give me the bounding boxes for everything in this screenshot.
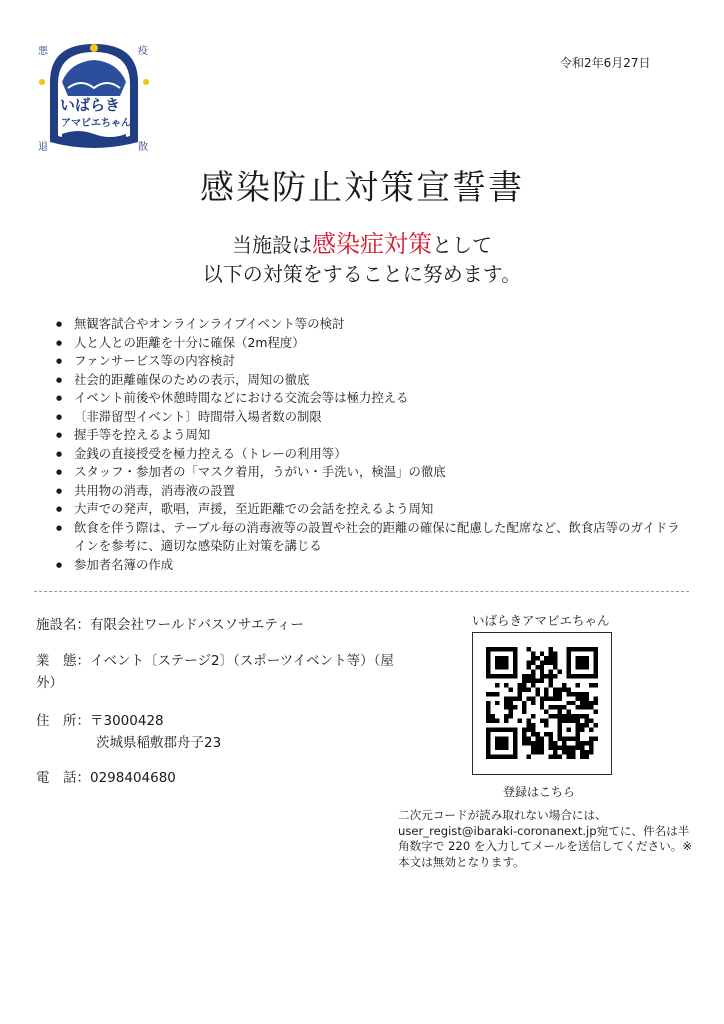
facility-type-label: 業 態： xyxy=(36,653,90,669)
logo-corner-char: 退 xyxy=(38,142,48,153)
subtitle xyxy=(0,230,724,289)
page-title: 感染防止対策宣誓書 xyxy=(200,168,524,208)
logo-corner-char: 悪 xyxy=(38,46,48,57)
facility-address: 茨城県稲敷郡舟子23 xyxy=(96,735,222,751)
list-item: ● 参加者名簿の作成 xyxy=(50,556,680,575)
list-item: ● 飲食を伴う際は、テーブル毎の消毒液等の設置や社会的距離の確保に配慮した配席など、飲食店等のガイドラインを参考に、適切な感染防止対策を講じる xyxy=(50,519,680,556)
logo-corner-char: 疫 xyxy=(138,46,148,57)
list-item: ● 人と人との距離を十分に確保（2m程度） xyxy=(50,334,680,353)
list-item: ● ファンサービス等の内容検討 xyxy=(50,352,680,371)
qr-code-frame[interactable] xyxy=(472,632,612,775)
list-item: ● 金銭の直接授受を極力控える（トレーの利用等） xyxy=(50,445,680,464)
qr-fallback-note: 二次元コードが読み取れない場合には、user_regist@ibaraki-coronanext.jp宛てに、件名は半角数字で 220 を入力してメールを送信してください。※本文は無効となります。 xyxy=(398,808,693,869)
list-item: ● 無観客試合やオンラインライブイベント等の検討 xyxy=(50,315,680,334)
subtitle-line1 xyxy=(0,230,724,260)
qr-register-label: 登録はこちら xyxy=(503,785,576,799)
qr-caption: いばらきアマビエちゃん xyxy=(472,613,610,628)
facility-type: イベント〔ステージ2〕（スポーツイベント等）（屋外） xyxy=(36,653,394,691)
facility-phone-label: 電 話： xyxy=(36,770,90,786)
qr-code-icon[interactable] xyxy=(486,647,598,759)
facility-postal-code: 〒3000428 xyxy=(90,713,164,729)
subtitle-suffix: として xyxy=(432,233,492,257)
facility-phone: 0298404680 xyxy=(90,770,176,786)
logo-title-line1: いばらき xyxy=(60,96,121,114)
section-divider xyxy=(34,591,689,592)
list-item: ● 社会的距離確保のための表示，周知の徹底 xyxy=(50,371,680,390)
logo-title-line2: アマビエちゃん xyxy=(61,118,131,129)
facility-address-label: 住 所： xyxy=(36,713,90,729)
amabie-logo xyxy=(36,38,152,156)
declaration-date: 令和2年6月27日 xyxy=(560,56,651,70)
facility-phone-row xyxy=(36,767,176,789)
facility-name-label: 施設名： xyxy=(36,617,90,633)
subtitle-prefix: 当施設は xyxy=(232,233,312,257)
subtitle-line2: 以下の対策をすることに努めます。 xyxy=(202,262,522,286)
facility-name-row xyxy=(36,614,304,636)
list-item: ● 握手等を控えるよう周知 xyxy=(50,426,680,445)
list-item: ● 〔非滞留型イベント〕時間帯入場者数の制限 xyxy=(50,408,680,427)
list-item: ● スタッフ・参加者の「マスク着用，うがい・手洗い，検温」の徹底 xyxy=(50,463,680,482)
measures-list xyxy=(50,315,680,574)
facility-name: 有限会社ワールドバスソサエティー xyxy=(90,617,304,633)
logo-corner-char: 散 xyxy=(138,142,148,153)
list-item: ● 共用物の消毒，消毒液の設置 xyxy=(50,482,680,501)
list-item: ● 大声での発声，歌唱，声援，至近距離での会話を控えるよう周知 xyxy=(50,500,680,519)
facility-address-row xyxy=(36,710,221,754)
list-item: ● イベント前後や休憩時間などにおける交流会等は極力控える xyxy=(50,389,680,408)
facility-type-row xyxy=(36,650,406,694)
subtitle-highlight: 感染症対策 xyxy=(312,230,432,258)
